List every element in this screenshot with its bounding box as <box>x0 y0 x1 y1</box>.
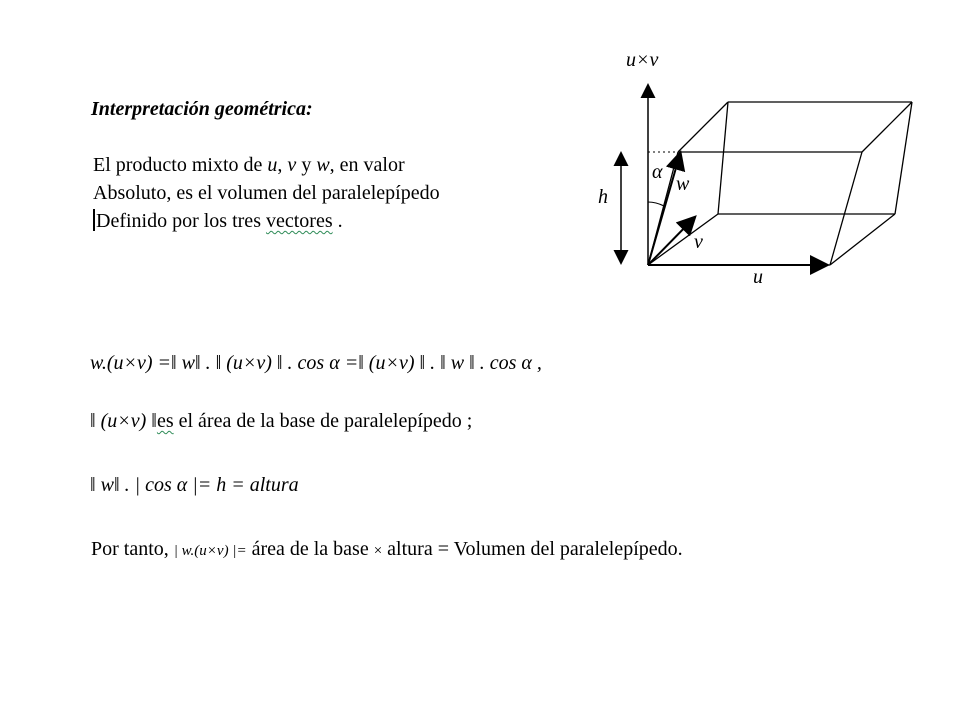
intro-text: El producto mixto de <box>93 154 268 176</box>
conclusion-text: altura = Volumen del paralelepípedo. <box>382 538 683 560</box>
text-cursor <box>93 209 95 231</box>
intro-text: , <box>277 154 288 176</box>
label-u: u <box>753 266 763 288</box>
conclusion-text: Por tanto, <box>91 538 174 560</box>
label-v: v <box>694 231 703 253</box>
angle-arc <box>648 202 664 206</box>
label-uxv: u×v <box>626 49 659 71</box>
base-edge <box>830 214 895 265</box>
side-edge <box>895 102 912 214</box>
side-edge <box>830 152 862 265</box>
spellcheck-word[interactable]: es <box>156 410 174 432</box>
label-h: h <box>598 186 608 208</box>
base-edge <box>648 214 718 265</box>
equation-1: w.(u×v) =‖ w‖ . ‖ (u×v) ‖ . cos α =‖ (u×v) ‖ . ‖ w ‖ . cos α , <box>90 352 542 374</box>
conclusion-text: área de la base <box>246 538 374 560</box>
intro-text: Definido por los tres <box>96 210 266 232</box>
var-u: u <box>267 154 278 176</box>
conclusion-line <box>91 538 683 561</box>
intro-line-3[interactable] <box>93 208 343 234</box>
parallelepiped-figure <box>590 40 920 300</box>
label-w: w <box>676 173 690 195</box>
side-edge <box>718 102 728 214</box>
top-edge <box>678 102 728 152</box>
top-edge <box>862 102 912 152</box>
var-w: w <box>316 154 330 176</box>
norm-uxv: ‖ (u×v) ‖ <box>90 410 157 432</box>
intro-text: . <box>332 210 343 232</box>
var-v: v <box>287 154 297 176</box>
equation-3: ‖ w‖ . | cos α |= h = altura <box>90 474 299 496</box>
label-alpha: α <box>652 161 663 183</box>
conclusion-expression: | w.(u×v) |= <box>173 543 247 559</box>
equation-2 <box>90 410 472 433</box>
intro-text: , en valor <box>329 154 405 176</box>
equation-text: el área de la base de paralelepípedo ; <box>173 410 473 432</box>
times-symbol: × <box>373 543 383 559</box>
intro-text: y <box>296 154 317 176</box>
intro-line-2: Absoluto, es el volumen del paralelepípedo <box>93 182 440 204</box>
spellcheck-word[interactable]: vectores <box>265 210 333 232</box>
intro-line-1 <box>93 152 405 178</box>
section-heading: Interpretación geométrica: <box>91 98 313 120</box>
